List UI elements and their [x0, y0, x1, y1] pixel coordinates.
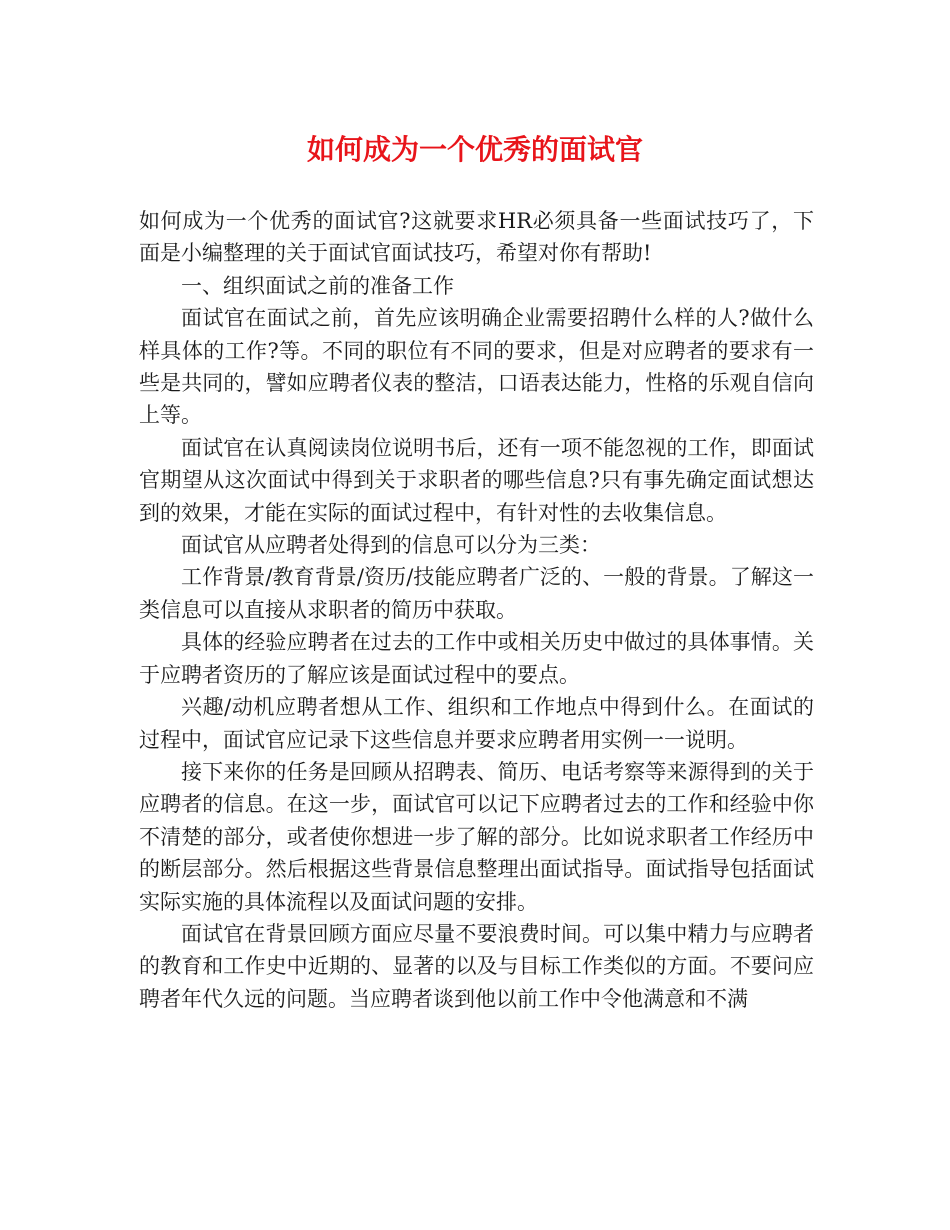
- paragraph: 工作背景/教育背景/资历/技能应聘者广泛的、一般的背景。了解这一类信息可以直接从求职者的简历中获取。: [139, 565, 814, 622]
- paragraph: 面试官从应聘者处得到的信息可以分为三类：: [181, 533, 601, 558]
- paragraph: 面试官在面试之前，首先应该明确企业需要招聘什么样的人?做什么样具体的工作?等。不同的职位有不同的要求，但是对应聘者的要求有一些是共同的，譬如应聘者仪表的整洁，口语表达能力，性格的乐观自信向上等。: [139, 306, 814, 428]
- paragraph: 面试官在认真阅读岗位说明书后，还有一项不能忽视的工作，即面试官期望从这次面试中得到关于求职者的哪些信息?只有事先确定面试想达到的效果，才能在实际的面试过程中，有针对性的去收集信息。: [139, 435, 814, 525]
- document-title: 如何成为一个优秀的面试官: [306, 133, 643, 166]
- paragraph: 面试官在背景回顾方面应尽量不要浪费时间。可以集中精力与应聘者的教育和工作史中近期的、显著的以及与目标工作类似的方面。不要问应聘者年代久远的问题。当应聘者谈到他以前工作中令他满意和不满: [139, 921, 814, 1011]
- document-body: [139, 205, 814, 1015]
- paragraph: 接下来你的任务是回顾从招聘表、简历、电话考察等来源得到的关于应聘者的信息。在这一步，面试官可以记下应聘者过去的工作和经验中你不清楚的部分，或者使你想进一步了解的部分。比如说求职者工作经历中的断层部分。然后根据这些背景信息整理出面试指导。面试指导包括面试实际实施的具体流程以及面试问题的安排。: [139, 759, 814, 914]
- section-heading: 一、组织面试之前的准备工作: [181, 273, 454, 298]
- paragraph-intro: 如何成为一个优秀的面试官?这就要求HR必须具备一些面试技巧了，下面是小编整理的关于面试官面试技巧，希望对你有帮助!: [139, 209, 814, 266]
- paragraph: 具体的经验应聘者在过去的工作中或相关历史中做过的具体事情。关于应聘者资历的了解应该是面试过程中的要点。: [139, 630, 814, 687]
- paragraph: 兴趣/动机应聘者想从工作、组织和工作地点中得到什么。在面试的过程中，面试官应记录下这些信息并要求应聘者用实例一一说明。: [139, 695, 814, 752]
